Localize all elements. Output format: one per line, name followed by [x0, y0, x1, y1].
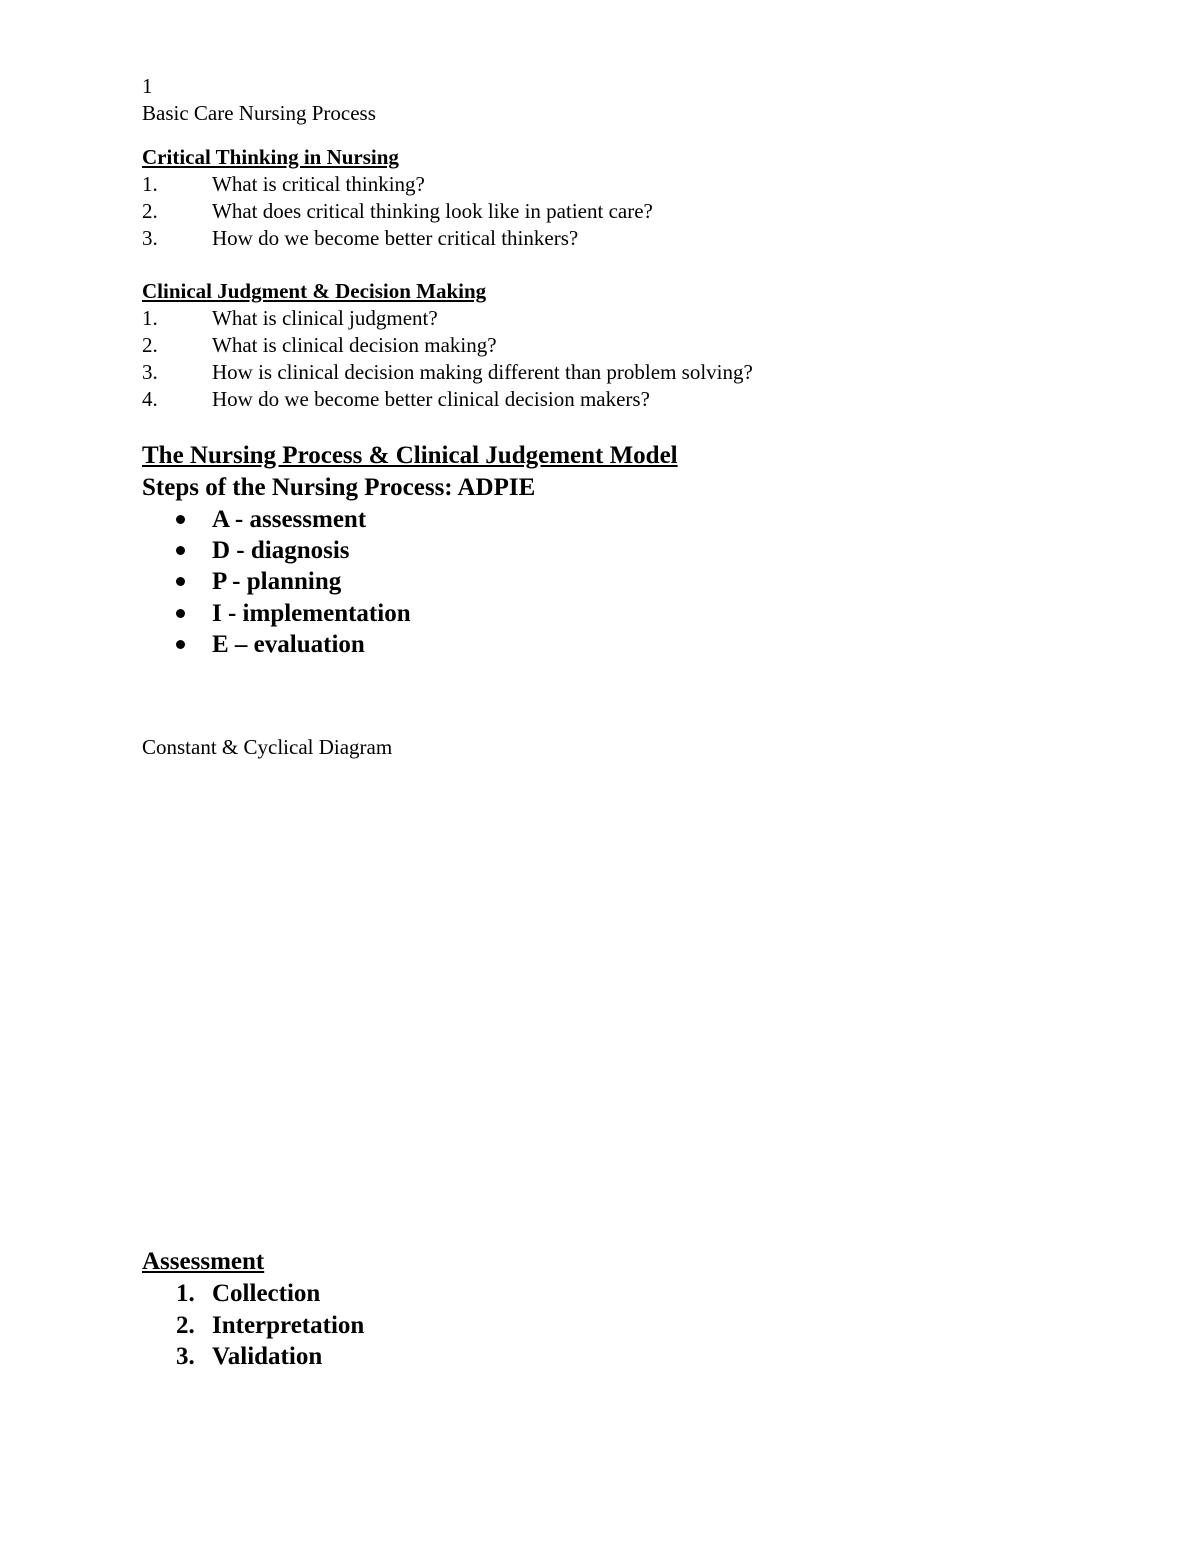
- critical-thinking-list: [142, 171, 653, 252]
- step-text: I - implementation: [212, 599, 411, 627]
- list-item: [142, 535, 678, 566]
- step-text: P - planning: [212, 568, 342, 596]
- list-item: [142, 332, 753, 359]
- item-number: 3.: [142, 226, 158, 250]
- clinical-judgment-heading: Clinical Judgment & Decision Making: [142, 279, 487, 303]
- list-item: [142, 386, 753, 413]
- step-text: A - assessment: [212, 506, 367, 533]
- document-title: Basic Care Nursing Process: [142, 101, 376, 125]
- item-number: 1.: [142, 306, 158, 330]
- diagram-label: Constant & Cyclical Diagram: [142, 735, 393, 759]
- step-text: E – evaluation: [212, 630, 365, 658]
- bullet-icon: [176, 609, 185, 618]
- bullet-icon: [176, 546, 185, 555]
- list-item: [142, 1310, 364, 1342]
- item-text: How is clinical decision making different than problem solving?: [212, 360, 753, 384]
- clinical-judgment-list: [142, 305, 753, 413]
- list-item: [142, 598, 678, 629]
- item-text: What is clinical judgment?: [212, 306, 438, 330]
- item-number: 1.: [142, 172, 158, 196]
- list-item: [142, 1278, 364, 1310]
- list-item: [142, 629, 678, 660]
- item-number: 3.: [176, 1343, 195, 1370]
- item-text: How do we become better critical thinkers?: [212, 226, 579, 250]
- item-text: Collection: [212, 1280, 321, 1307]
- critical-thinking-section: [142, 144, 653, 252]
- item-number: 3.: [142, 360, 158, 384]
- item-text: Validation: [212, 1343, 323, 1370]
- item-text: What is clinical decision making?: [212, 333, 497, 357]
- bullet-icon: [176, 640, 185, 649]
- item-number: 2.: [142, 199, 158, 223]
- item-number: 2.: [142, 333, 158, 357]
- bullet-icon: [176, 515, 185, 524]
- assessment-section: [142, 1246, 364, 1373]
- list-item: [142, 198, 653, 225]
- item-number: 4.: [142, 387, 158, 411]
- item-number: 2.: [176, 1311, 195, 1339]
- list-item: [142, 171, 653, 198]
- nursing-process-subheading: Steps of the Nursing Process: ADPIE: [142, 474, 536, 501]
- item-text: What is critical thinking?: [212, 172, 425, 196]
- list-item: [142, 359, 753, 386]
- critical-thinking-heading: Critical Thinking in Nursing: [142, 145, 399, 169]
- step-text: D - diagnosis: [212, 537, 350, 565]
- list-item: [142, 504, 678, 535]
- clinical-judgment-section: [142, 278, 753, 413]
- list-item: [142, 305, 753, 332]
- item-number: 1.: [176, 1280, 195, 1307]
- list-item: [142, 566, 678, 597]
- page-number: 1: [142, 74, 153, 98]
- list-item: [142, 1341, 364, 1373]
- list-item: [142, 225, 653, 252]
- item-text: How do we become better clinical decision makers?: [212, 387, 650, 411]
- adpie-steps-list: [142, 504, 678, 660]
- bullet-icon: [176, 577, 185, 586]
- assessment-heading: Assessment: [142, 1248, 265, 1275]
- nursing-process-section: [142, 440, 678, 660]
- item-text: Interpretation: [212, 1311, 365, 1339]
- item-text: What does critical thinking look like in patient care?: [212, 199, 653, 223]
- assessment-list: [142, 1278, 364, 1373]
- nursing-process-heading: The Nursing Process & Clinical Judgement Model: [142, 442, 678, 469]
